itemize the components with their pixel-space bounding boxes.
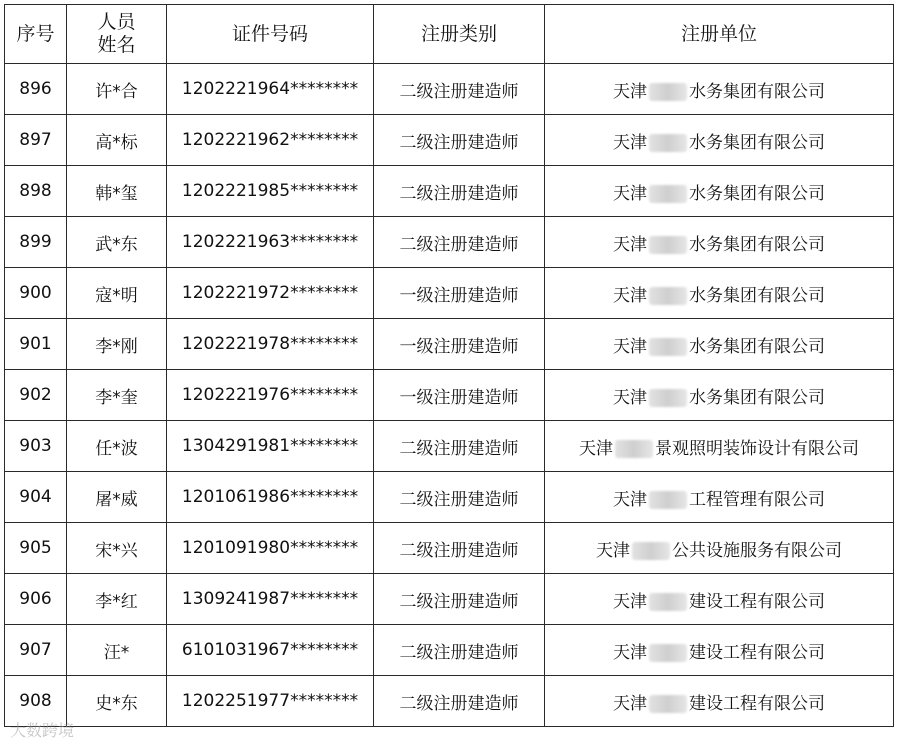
- unit-prefix: 天津: [613, 234, 647, 255]
- cell-category: 一级注册建造师: [374, 268, 545, 319]
- cell-category: 二级注册建造师: [374, 217, 545, 268]
- table-row: [5, 217, 894, 268]
- redaction-blur: [649, 695, 687, 713]
- cell-unit: [545, 574, 894, 625]
- redaction-blur: [649, 491, 687, 509]
- cell-unit: [545, 421, 894, 472]
- cell-name: 宋*兴: [67, 523, 167, 574]
- unit-prefix: 天津: [613, 336, 647, 357]
- unit-suffix: 建设工程有限公司: [689, 693, 825, 714]
- unit-suffix: 工程管理有限公司: [689, 489, 825, 510]
- cell-name: 史*东: [67, 676, 167, 727]
- header-name: [67, 5, 167, 64]
- cell-name: 李*奎: [67, 370, 167, 421]
- cell-seq: 907: [5, 625, 67, 676]
- unit-prefix: 天津: [613, 183, 647, 204]
- header-name-line1: 人员: [97, 11, 136, 33]
- table-row: [5, 676, 894, 727]
- cell-category: 二级注册建造师: [374, 115, 545, 166]
- cell-id-number: 6101031967********: [167, 625, 374, 676]
- cell-category: 二级注册建造师: [374, 625, 545, 676]
- unit-suffix: 建设工程有限公司: [689, 642, 825, 663]
- unit-prefix: 天津: [613, 693, 647, 714]
- redaction-blur: [615, 440, 653, 458]
- cell-unit: [545, 319, 894, 370]
- redaction-blur: [649, 338, 687, 356]
- cell-unit: [545, 523, 894, 574]
- unit-suffix: 公共设施服务有限公司: [672, 540, 842, 561]
- cell-seq: 902: [5, 370, 67, 421]
- cell-category: 二级注册建造师: [374, 574, 545, 625]
- table-row: [5, 523, 894, 574]
- header-row: [5, 5, 894, 64]
- cell-id-number: 1202221962********: [167, 115, 374, 166]
- cell-unit: [545, 472, 894, 523]
- cell-id-number: 1202221972********: [167, 268, 374, 319]
- cell-category: 二级注册建造师: [374, 421, 545, 472]
- cell-name: 任*波: [67, 421, 167, 472]
- table-row: [5, 64, 894, 115]
- table-row: [5, 115, 894, 166]
- cell-seq: 899: [5, 217, 67, 268]
- watermark: 大数跨境: [10, 721, 75, 740]
- cell-name: 许*合: [67, 64, 167, 115]
- header-category: 注册类别: [374, 5, 545, 64]
- redaction-blur: [649, 287, 687, 305]
- table-row: [5, 166, 894, 217]
- cell-unit: [545, 217, 894, 268]
- unit-suffix: 水务集团有限公司: [689, 183, 825, 204]
- cell-category: 一级注册建造师: [374, 319, 545, 370]
- table-row: [5, 268, 894, 319]
- cell-seq: 904: [5, 472, 67, 523]
- cell-seq: 906: [5, 574, 67, 625]
- header-unit: 注册单位: [545, 5, 894, 64]
- redaction-blur: [649, 134, 687, 152]
- cell-category: 一级注册建造师: [374, 370, 545, 421]
- redaction-blur: [632, 542, 670, 560]
- registration-table: [4, 4, 894, 727]
- unit-prefix: 天津: [613, 489, 647, 510]
- unit-suffix: 景观照明装饰设计有限公司: [655, 438, 859, 459]
- cell-id-number: 1202221964********: [167, 64, 374, 115]
- cell-id-number: 1202221978********: [167, 319, 374, 370]
- redaction-blur: [649, 83, 687, 101]
- unit-suffix: 建设工程有限公司: [689, 591, 825, 612]
- cell-id-number: 1309241987********: [167, 574, 374, 625]
- cell-seq: 901: [5, 319, 67, 370]
- unit-suffix: 水务集团有限公司: [689, 132, 825, 153]
- cell-id-number: 1202251977********: [167, 676, 374, 727]
- unit-prefix: 天津: [579, 438, 613, 459]
- cell-unit: [545, 166, 894, 217]
- unit-suffix: 水务集团有限公司: [689, 285, 825, 306]
- unit-prefix: 天津: [613, 642, 647, 663]
- table-row: [5, 472, 894, 523]
- cell-category: 二级注册建造师: [374, 64, 545, 115]
- unit-prefix: 天津: [613, 285, 647, 306]
- redaction-blur: [649, 593, 687, 611]
- redaction-blur: [649, 644, 687, 662]
- cell-name: 寇*明: [67, 268, 167, 319]
- cell-name: 李*红: [67, 574, 167, 625]
- unit-suffix: 水务集团有限公司: [689, 387, 825, 408]
- cell-id-number: 1202221963********: [167, 217, 374, 268]
- cell-seq: 896: [5, 64, 67, 115]
- cell-category: 二级注册建造师: [374, 523, 545, 574]
- table-row: [5, 421, 894, 472]
- header-name-line2: 姓名: [97, 34, 136, 56]
- cell-unit: [545, 625, 894, 676]
- cell-seq: 900: [5, 268, 67, 319]
- cell-name: 屠*威: [67, 472, 167, 523]
- cell-seq: 897: [5, 115, 67, 166]
- cell-unit: [545, 115, 894, 166]
- cell-name: 汪*: [67, 625, 167, 676]
- cell-id-number: 1304291981********: [167, 421, 374, 472]
- table-row: [5, 625, 894, 676]
- unit-prefix: 天津: [596, 540, 630, 561]
- cell-id-number: 1202221985********: [167, 166, 374, 217]
- cell-id-number: 1201061986********: [167, 472, 374, 523]
- unit-prefix: 天津: [613, 132, 647, 153]
- cell-seq: 903: [5, 421, 67, 472]
- cell-id-number: 1201091980********: [167, 523, 374, 574]
- table-row: [5, 370, 894, 421]
- redaction-blur: [649, 185, 687, 203]
- unit-suffix: 水务集团有限公司: [689, 336, 825, 357]
- cell-category: 二级注册建造师: [374, 472, 545, 523]
- redaction-blur: [649, 389, 687, 407]
- unit-prefix: 天津: [613, 591, 647, 612]
- cell-category: 二级注册建造师: [374, 166, 545, 217]
- cell-name: 高*标: [67, 115, 167, 166]
- cell-seq: 908: [5, 676, 67, 727]
- cell-seq: 905: [5, 523, 67, 574]
- cell-name: 武*东: [67, 217, 167, 268]
- header-id: 证件号码: [167, 5, 374, 64]
- table-row: [5, 319, 894, 370]
- cell-seq: 898: [5, 166, 67, 217]
- cell-name: 韩*玺: [67, 166, 167, 217]
- cell-category: 二级注册建造师: [374, 676, 545, 727]
- redaction-blur: [649, 236, 687, 254]
- cell-unit: [545, 64, 894, 115]
- unit-suffix: 水务集团有限公司: [689, 234, 825, 255]
- cell-id-number: 1202221976********: [167, 370, 374, 421]
- unit-suffix: 水务集团有限公司: [689, 81, 825, 102]
- unit-prefix: 天津: [613, 387, 647, 408]
- header-seq: 序号: [5, 5, 67, 64]
- cell-unit: [545, 268, 894, 319]
- cell-unit: [545, 676, 894, 727]
- table-row: [5, 574, 894, 625]
- unit-prefix: 天津: [613, 81, 647, 102]
- cell-unit: [545, 370, 894, 421]
- cell-name: 李*刚: [67, 319, 167, 370]
